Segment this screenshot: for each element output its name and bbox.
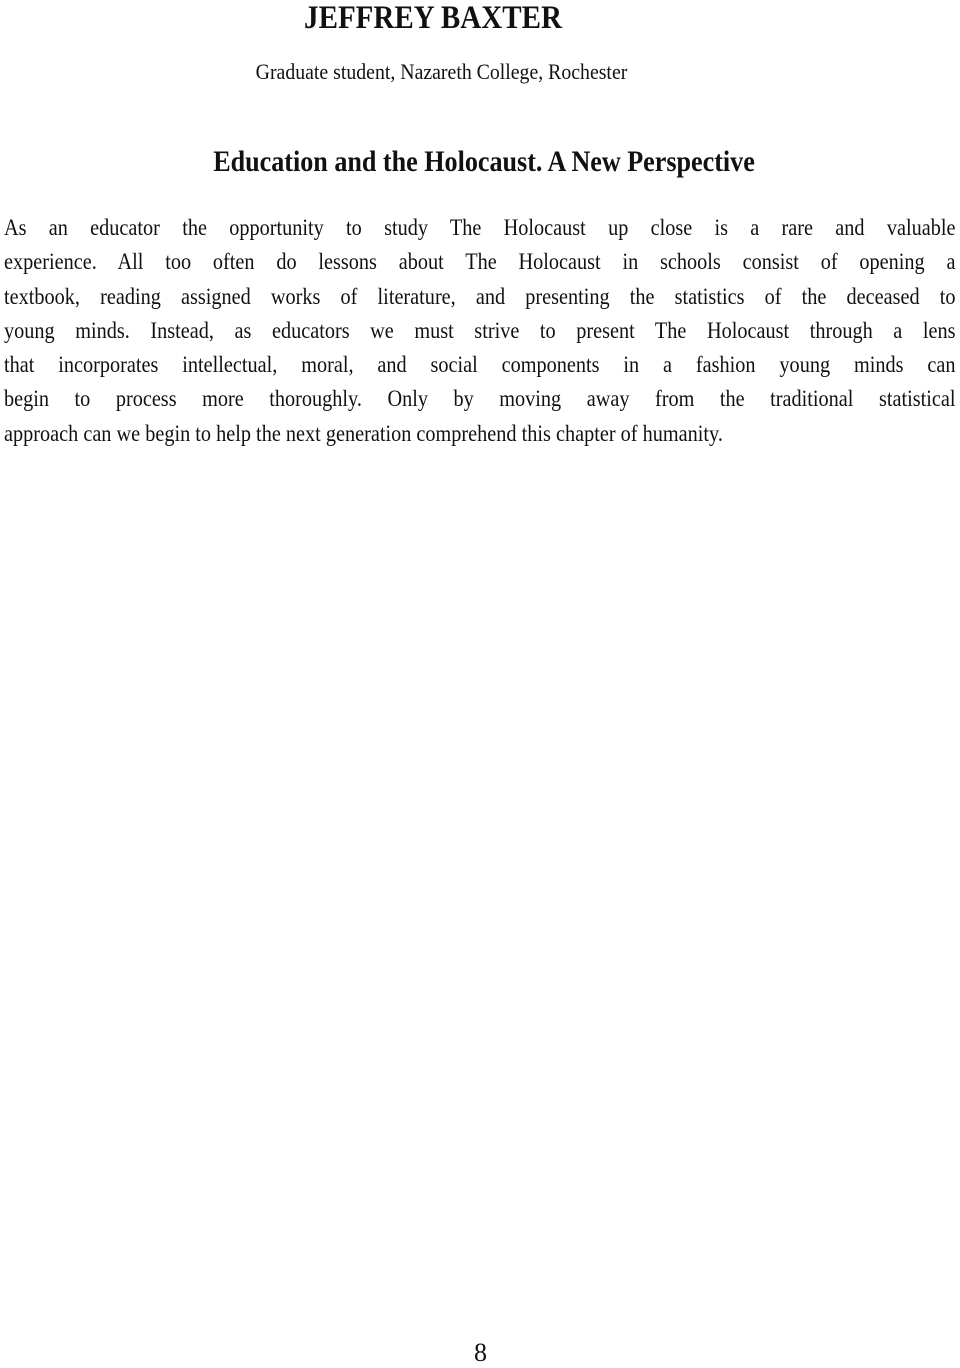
paragraph-line: As an educator the opportunity to study The Holocaust up close is a rare and valuable xyxy=(4,215,956,240)
paragraph-line: textbook, reading assigned works of literature, and presenting the statistics of the deceased to xyxy=(4,283,956,309)
paragraph-line: approach can we begin to help the next generation comprehend this chapter of humanity. xyxy=(4,420,723,446)
paragraph-line: experience. All too often do lessons about The Holocaust in schools consist of opening a xyxy=(4,249,956,275)
author-affiliation: Graduate student, Nazareth College, Rochester xyxy=(255,59,628,84)
body-paragraph xyxy=(4,211,960,451)
paragraph-line: young minds. Instead, as educators we must strive to present The Holocaust through a lens xyxy=(4,317,956,343)
paragraph-line: that incorporates intellectual, moral, and social components in a fashion young minds can xyxy=(4,352,956,378)
article-title: Education and the Holocaust. A New Perspective xyxy=(213,145,755,178)
author-name: JEFFREY BAXTER xyxy=(304,0,562,36)
page-number: 8 xyxy=(474,1338,487,1367)
paragraph-line: begin to process more thoroughly. Only by moving away from the traditional statistical xyxy=(4,386,956,412)
